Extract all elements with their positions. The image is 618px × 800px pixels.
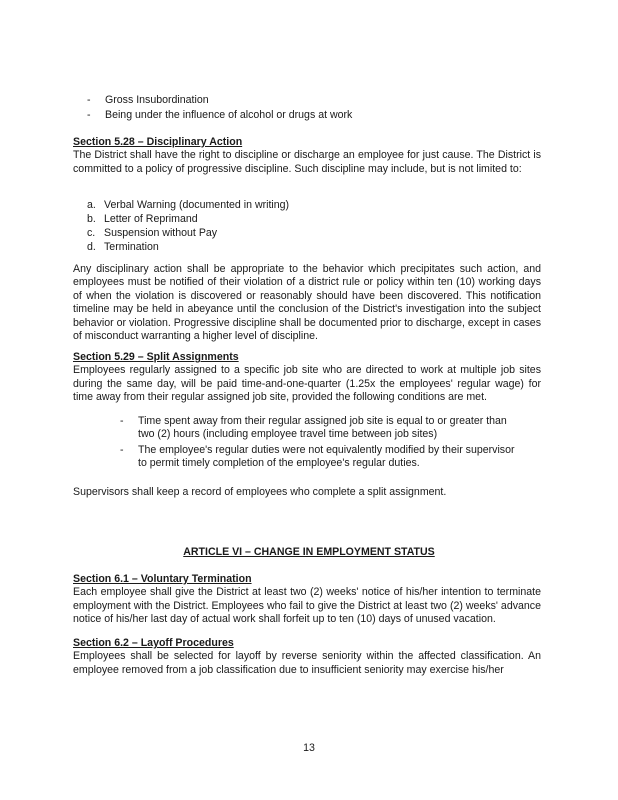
section-body: Each employee shall give the District at least two (2) weeks' notice of his/her intention to terminate employment with the District. Employees who fail to give the District at least two (2) weeks' advance notice of his/her last day of actual work shall forfeit up to ten (10) days of unused vacation. <box>73 586 541 626</box>
dash-marker: - <box>87 94 91 106</box>
section-intro: Employees regularly assigned to a specific job site who are directed to work at multiple job sites during the same day, will be paid time-and-one-quarter (1.25x the employees' regular wage) for time away from their regular assigned job site, provided the following conditions are met. <box>73 364 541 404</box>
section-5-28 <box>73 136 541 176</box>
list-marker: b. <box>87 213 96 225</box>
list-item <box>120 415 520 442</box>
list-marker: d. <box>87 241 96 253</box>
list-marker: a. <box>87 199 96 211</box>
dash-marker: - <box>120 415 124 427</box>
section-intro: The District shall have the right to discipline or discharge an employee for just cause. The District is committed to a policy of progressive discipline. Such discipline may include, but is not limited to: <box>73 149 541 175</box>
dash-marker: - <box>120 443 124 456</box>
list-item-text: Verbal Warning (documented in writing) <box>104 199 290 211</box>
section-6-2 <box>73 637 541 677</box>
list-item-text: Time spent away from their regular assigned job site is equal to or greater than two (2) hours (including employee travel time between job sites) <box>138 415 507 441</box>
section-body: Any disciplinary action shall be appropriate to the behavior which precipitates such action, and employees must be notified of their violation of a district rule or policy within ten (10) working days of when the violation is discovered or reasonably should have been discovered. This notification timeline may be held in abeyance until the conclusion of the District's investigation into the subject behavior or violation. Progressive discipline shall be documented prior to discharge, except in cases of misconduct warranting a higher level of discipline. <box>73 263 541 343</box>
article-heading: ARTICLE VI – CHANGE IN EMPLOYMENT STATUS <box>183 546 435 558</box>
list-marker: c. <box>87 227 96 239</box>
list-item <box>87 199 289 212</box>
section-5-29 <box>73 351 541 405</box>
list-item <box>87 227 217 240</box>
section-heading: Section 6.2 – Layoff Procedures <box>73 637 234 649</box>
list-item-text: Being under the influence of alcohol or drugs at work <box>105 109 353 121</box>
section-body: Employees shall be selected for layoff by reverse seniority within the affected classification. An employee removed from a job classification due to insufficient seniority may exercise his/her <box>73 650 541 676</box>
section-closing: Supervisors shall keep a record of employees who complete a split assignment. <box>73 486 447 498</box>
list-item-text: Suspension without Pay <box>104 227 218 239</box>
dash-marker: - <box>87 109 91 121</box>
list-item <box>120 444 520 471</box>
list-item-text: Letter of Reprimand <box>104 213 198 225</box>
section-heading: Section 5.28 – Disciplinary Action <box>73 136 243 148</box>
list-item-text: Termination <box>104 241 159 253</box>
list-item <box>87 213 198 226</box>
section-heading: Section 5.29 – Split Assignments <box>73 351 239 363</box>
list-item <box>87 241 159 254</box>
conditions-list <box>120 415 520 473</box>
page-number: 13 <box>303 742 315 754</box>
list-item-text: The employee's regular duties were not equivalently modified by their supervisor to permit timely completion of the employee's regular duties. <box>138 443 515 470</box>
section-heading: Section 6.1 – Voluntary Termination <box>73 573 252 585</box>
list-item-text: Gross Insubordination <box>105 94 209 106</box>
section-6-1 <box>73 573 541 627</box>
